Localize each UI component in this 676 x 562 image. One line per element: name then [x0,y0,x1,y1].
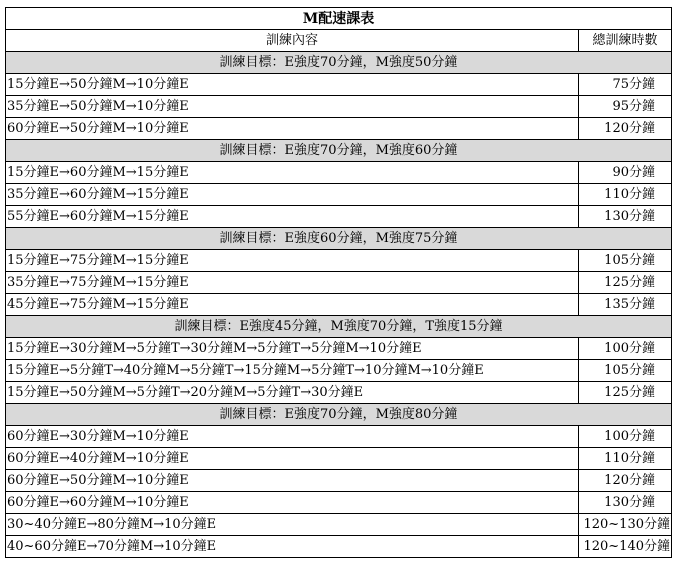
section-row [6,316,672,338]
section-row [6,140,672,162]
table-row [6,74,672,96]
training-content-cell: 35分鐘E→60分鐘M→15分鐘E [6,184,579,206]
total-time-cell: 125分鐘 [579,382,672,404]
table-row [6,206,672,228]
section-heading: 訓練目標：E強度70分鐘，M強度80分鐘 [6,404,672,426]
training-content-cell: 45分鐘E→75分鐘M→15分鐘E [6,294,579,316]
training-content-cell: 35分鐘E→75分鐘M→15分鐘E [6,272,579,294]
total-time-cell: 105分鐘 [579,360,672,382]
training-content-cell: 60分鐘E→30分鐘M→10分鐘E [6,426,579,448]
section-row [6,404,672,426]
training-content-cell: 55分鐘E→60分鐘M→15分鐘E [6,206,579,228]
table-row [6,250,672,272]
total-time-cell: 120分鐘 [579,470,672,492]
total-time-cell: 120~140分鐘 [579,536,672,558]
total-time-cell: 100分鐘 [579,426,672,448]
total-time-cell: 120分鐘 [579,118,672,140]
column-header-total: 總訓練時數 [579,30,672,52]
total-time-cell: 130分鐘 [579,492,672,514]
table-row [6,118,672,140]
table-row [6,360,672,382]
total-time-cell: 125分鐘 [579,272,672,294]
total-time-cell: 75分鐘 [579,74,672,96]
table-row [6,162,672,184]
table-row [6,470,672,492]
column-header-content: 訓練內容 [6,30,579,52]
training-content-cell: 60分鐘E→50分鐘M→10分鐘E [6,118,579,140]
total-time-cell: 100分鐘 [579,338,672,360]
training-content-cell: 40~60分鐘E→70分鐘M→10分鐘E [6,536,579,558]
table-row [6,96,672,118]
table-body [6,8,672,558]
training-content-cell: 15分鐘E→60分鐘M→15分鐘E [6,162,579,184]
section-heading: 訓練目標：E強度70分鐘，M強度50分鐘 [6,52,672,74]
training-content-cell: 60分鐘E→60分鐘M→10分鐘E [6,492,579,514]
table-row [6,514,672,536]
table-row [6,448,672,470]
section-heading: 訓練目標：E強度45分鐘，M強度70分鐘，T強度15分鐘 [6,316,672,338]
section-row [6,52,672,74]
total-time-cell: 105分鐘 [579,250,672,272]
table-title: M配速課表 [6,8,672,30]
total-time-cell: 110分鐘 [579,184,672,206]
total-time-cell: 120~130分鐘 [579,514,672,536]
total-time-cell: 95分鐘 [579,96,672,118]
section-heading: 訓練目標：E強度60分鐘，M強度75分鐘 [6,228,672,250]
table-row [6,536,672,558]
table-row [6,338,672,360]
training-content-cell: 15分鐘E→5分鐘T→40分鐘M→5分鐘T→15分鐘M→5分鐘T→10分鐘M→10分鐘E [6,360,579,382]
training-content-cell: 35分鐘E→50分鐘M→10分鐘E [6,96,579,118]
training-content-cell: 15分鐘E→30分鐘M→5分鐘T→30分鐘M→5分鐘T→5分鐘M→10分鐘E [6,338,579,360]
training-content-cell: 60分鐘E→40分鐘M→10分鐘E [6,448,579,470]
table-row [6,272,672,294]
training-content-cell: 30~40分鐘E→80分鐘M→10分鐘E [6,514,579,536]
table-row [6,294,672,316]
training-content-cell: 15分鐘E→75分鐘M→15分鐘E [6,250,579,272]
header-row [6,30,672,52]
total-time-cell: 110分鐘 [579,448,672,470]
training-content-cell: 60分鐘E→50分鐘M→10分鐘E [6,470,579,492]
training-content-cell: 15分鐘E→50分鐘M→10分鐘E [6,74,579,96]
table-row [6,492,672,514]
title-row [6,8,672,30]
section-row [6,228,672,250]
training-content-cell: 15分鐘E→50分鐘M→5分鐘T→20分鐘M→5分鐘T→30分鐘E [6,382,579,404]
section-heading: 訓練目標：E強度70分鐘，M強度60分鐘 [6,140,672,162]
total-time-cell: 135分鐘 [579,294,672,316]
table-row [6,382,672,404]
table-row [6,426,672,448]
total-time-cell: 130分鐘 [579,206,672,228]
training-schedule-table [5,7,672,558]
total-time-cell: 90分鐘 [579,162,672,184]
table-row [6,184,672,206]
